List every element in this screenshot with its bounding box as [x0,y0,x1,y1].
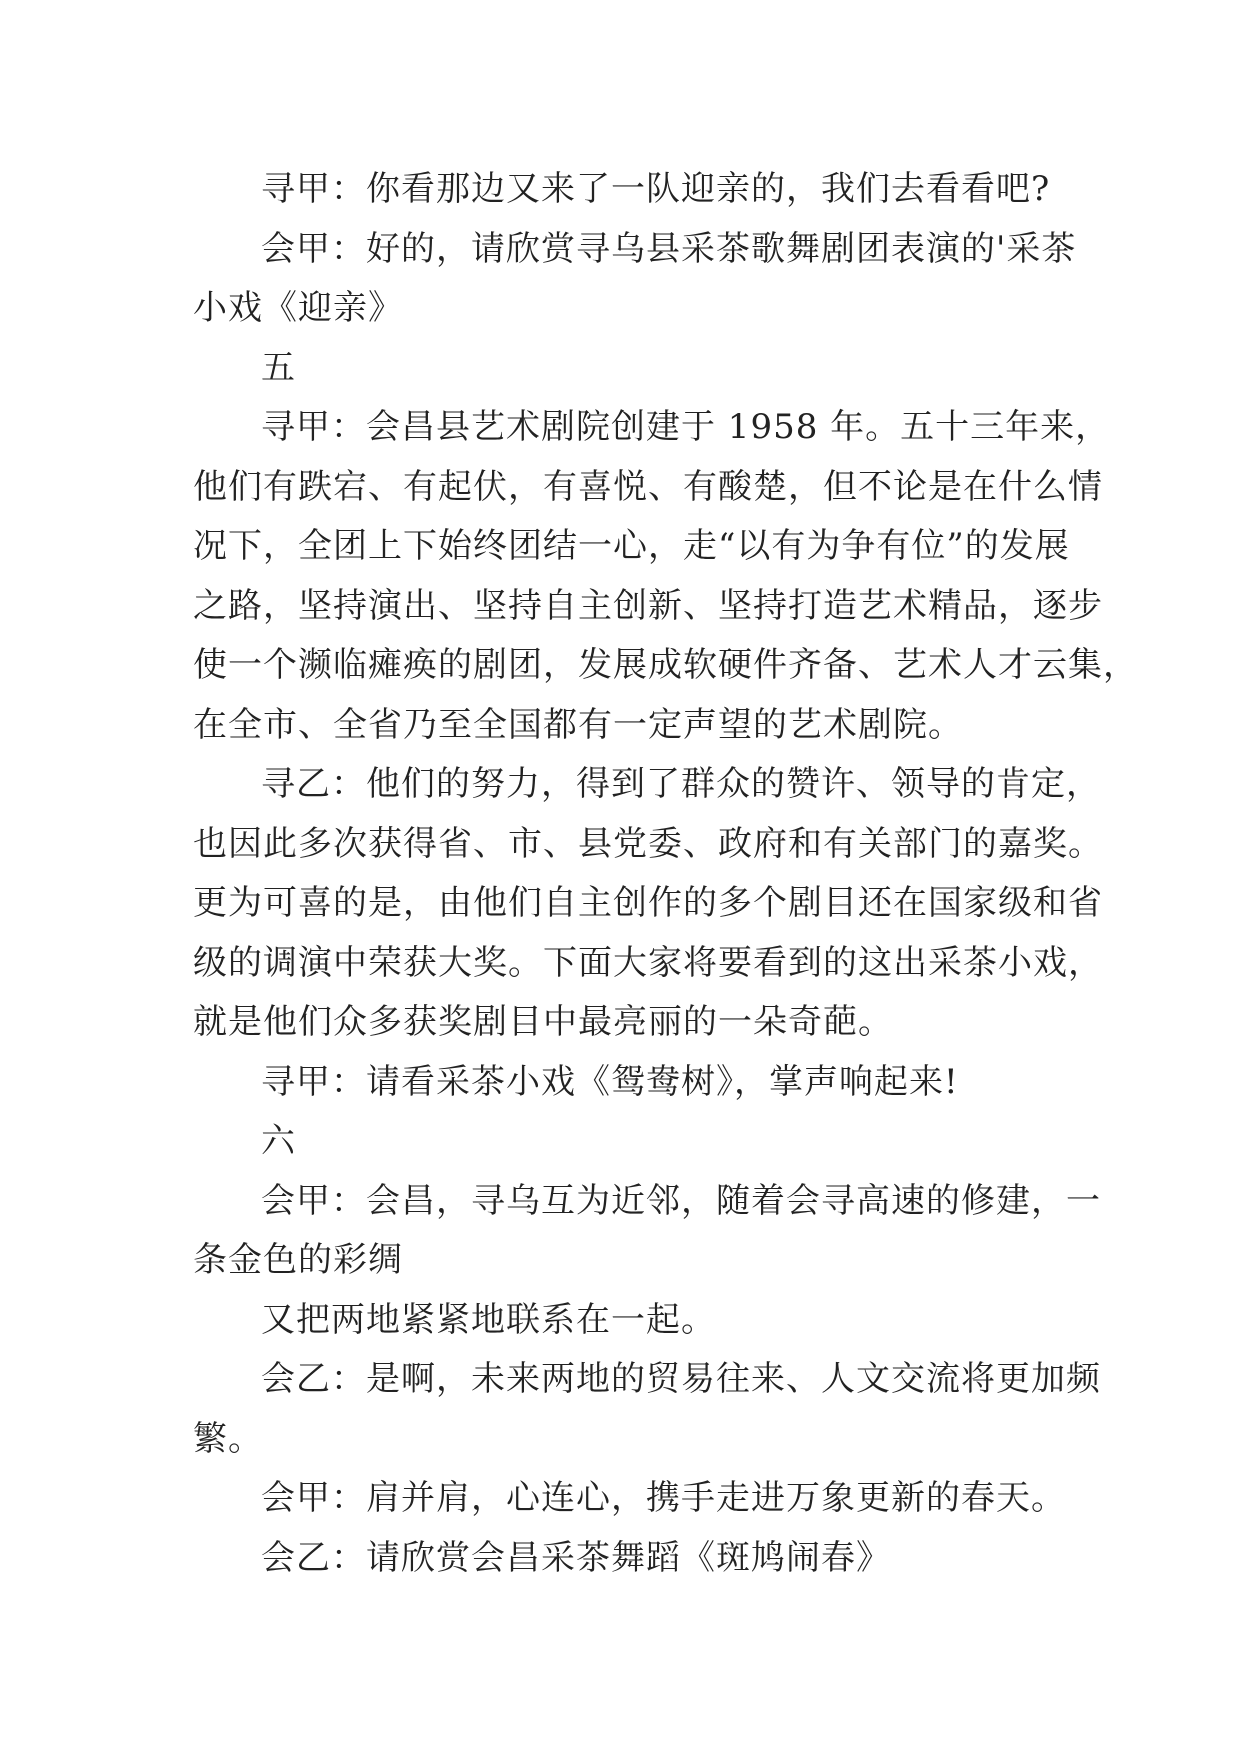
text-line: 寻甲：你看那边又来了一队迎亲的，我们去看看吧? [261,169,1051,209]
text-line: 更为可喜的是，由他们自主创作的多个剧目还在国家级和省 [193,883,1103,923]
text-line: 在全市、全省乃至全国都有一定声望的艺术剧院。 [193,704,963,745]
text-line: 又把两地紧紧地联系在一起。 [261,1299,716,1340]
text-line: 使一个濒临瘫痪的剧团，发展成软硬件齐备、艺术人才云集， [193,645,1138,685]
text-line: 寻甲：会昌县艺术剧院创建于 1958 年。五十三年来， [261,407,1111,447]
text-line: 寻乙：他们的努力，得到了群众的赞许、领导的肯定， [261,764,1101,804]
text-line: 繁。 [193,1418,263,1459]
text-line: 级的调演中荣获大奖。下面大家将要看到的这出采茶小戏， [193,942,1103,983]
text-line: 五 [261,347,296,388]
text-line: 会乙：是啊，未来两地的贸易往来、人文交流将更加频 [261,1359,1101,1399]
text-line: 会甲：会昌，寻乌互为近邻，随着会寻高速的修建，一 [261,1180,1101,1221]
text-line: 条金色的彩绸 [193,1240,403,1280]
text-line: 会甲：好的，请欣赏寻乌县采茶歌舞剧团表演的'采茶 [261,228,1077,269]
text-line: 就是他们众多获奖剧目中最亮丽的一朵奇葩。 [193,1002,893,1042]
text-line: 之路，坚持演出、坚持自主创新、坚持打造艺术精品，逐步 [193,585,1103,626]
text-line: 小戏《迎亲》 [193,288,403,328]
text-line: 六 [261,1121,296,1161]
text-line: 他们有跌宕、有起伏，有喜悦、有酸楚，但不论是在什么情 [193,466,1103,507]
text-line: 况下，全团上下始终团结一心，走“以有为争有位”的发展 [193,526,1070,566]
text-line: 寻甲：请看采茶小戏《鸳鸯树》，掌声响起来! [261,1061,959,1102]
text-line: 会甲：肩并肩，心连心，携手走进万象更新的春天。 [261,1478,1066,1518]
text-line: 会乙：请欣赏会昌采茶舞蹈《斑鸠闹春》 [261,1537,891,1578]
script-text-body [193,160,1138,1588]
text-line: 也因此多次获得省、市、县党委、政府和有关部门的嘉奖。 [193,823,1103,864]
